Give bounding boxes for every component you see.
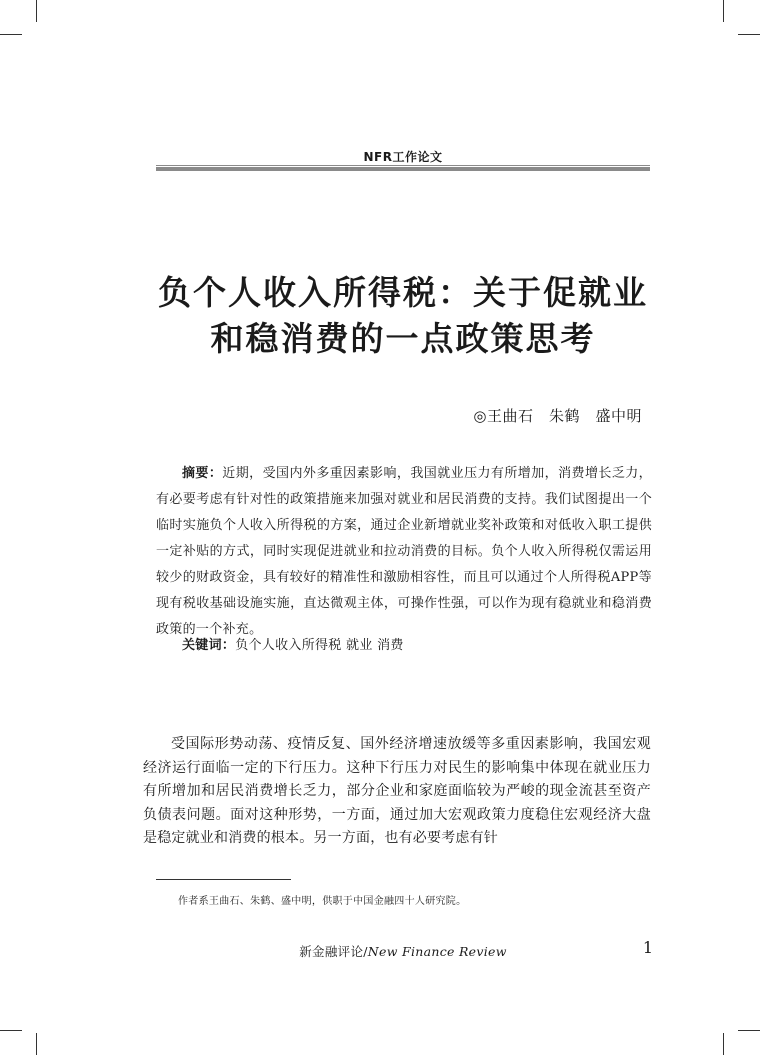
header-rule [156, 165, 650, 166]
abstract [156, 461, 652, 643]
keywords-label: 关键词： [182, 638, 236, 653]
paper-title-line-2: 和稳消费的一点政策思考 [210, 319, 596, 358]
authors: ◎王曲石 朱鹤 盛中明 [473, 407, 642, 425]
crop-mark [36, 0, 37, 22]
crop-mark [738, 1030, 760, 1031]
crop-mark [738, 34, 760, 35]
crop-mark [723, 1033, 724, 1055]
abstract-label: 摘要： [182, 466, 223, 481]
crop-mark [723, 0, 724, 22]
running-header: NFR工作论文 [363, 150, 443, 164]
keywords [156, 633, 676, 659]
header-rule-thick [156, 167, 650, 171]
crop-mark [0, 1030, 22, 1031]
journal-name-cn: 新金融评论/ [299, 944, 368, 959]
body-paragraph: 受国际形势动荡、疫情反复、国外经济增速放缓等多重因素影响，我国宏观经济运行面临一定的下行压力。这种下行压力对民生的影响集中体现在就业压力有所增加和居民消费增长乏力，部分企业和家庭面临较为严峻的现金流甚至资产负债表问题。面对这种形势，一方面，通过加大宏观政策力度稳住宏观经济大盘是稳定就业和消费的根本。另一方面，也有必要考虑有针 [143, 736, 651, 846]
paper-title-line-1: 负个人收入所得税：关于促就业 [158, 273, 648, 312]
crop-mark [36, 1033, 37, 1055]
body-text [143, 733, 651, 851]
abstract-text: 近期，受国内外多重因素影响，我国就业压力有所增加，消费增长乏力，有必要考虑有针对性的政策措施来加强对就业和居民消费的支持。我们试图提出一个临时实施负个人收入所得税的方案，通过企业新增就业奖补政策和对低收入职工提供一定补贴的方式，同时实现促进就业和拉动消费的目标。负个人收入所得税仅需运用较少的财政资金，具有较好的精准性和激励相容性，而且可以通过个人所得税APP等现有税收基础设施实施，直达微观主体，可操作性强，可以作为现有稳就业和稳消费政策的一个补充。 [156, 466, 652, 637]
page-number: 1 [642, 938, 653, 957]
crop-mark [0, 34, 22, 35]
journal-name-en: New Finance Review [367, 944, 507, 959]
journal-footer [156, 942, 650, 960]
footnote: 作者系王曲石、朱鹤、盛中明，供职于中国金融四十人研究院。 [178, 896, 467, 907]
footnote-rule [156, 879, 291, 880]
keywords-text: 负个人收入所得税 就业 消费 [235, 638, 404, 653]
